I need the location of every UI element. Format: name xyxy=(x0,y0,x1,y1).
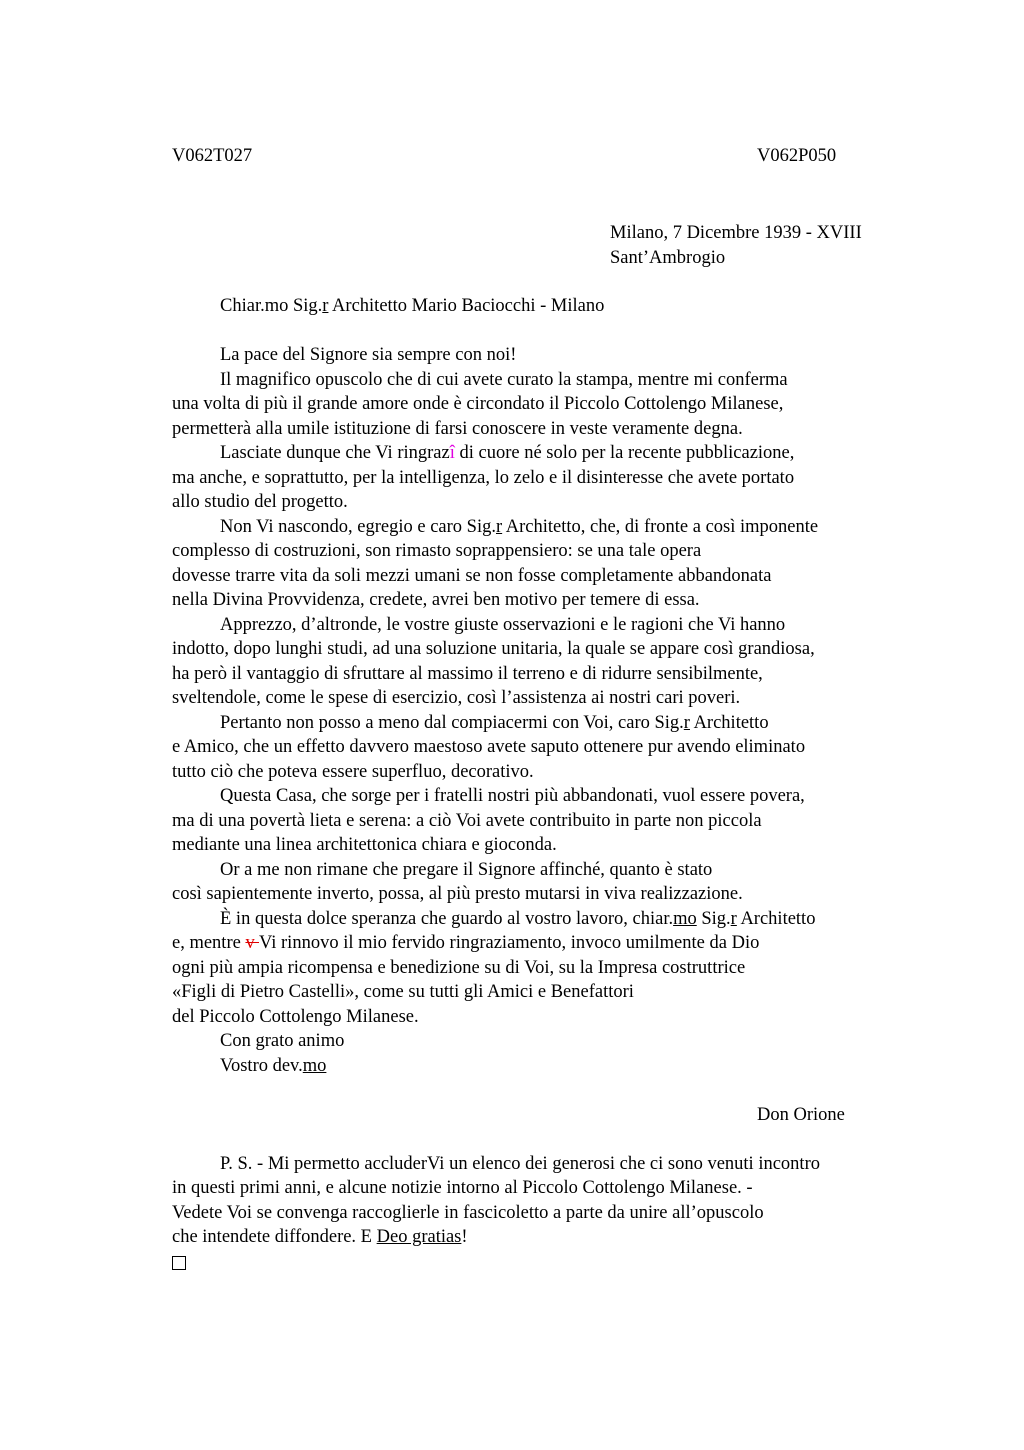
postscript: P. S. - Mi permetto accluderVi un elenco dei generosi che ci sono venuti incontro in questi primi anni, e alcune notizie intorno al Piccolo Cottolengo Milanese. - Vedete Voi se convenga raccoglierle in fascicoletto a parte da unire all’opuscolo che intendete diffondere. E Deo gratias! xyxy=(172,1153,820,1247)
end-box-icon xyxy=(172,1256,186,1270)
address-line: Chiar.mo Sig.r Architetto Mario Baciocchi - Milano xyxy=(220,296,605,316)
paragraph-7: Or a me non rimane che pregare il Signore affinché, quanto è stato così sapientemente inverto, possa, al più presto mutarsi in viva realizzazione. xyxy=(172,859,743,904)
document-code-left: V062T027 xyxy=(172,146,253,166)
place-date: Milano, 7 Dicembre 1939 - XVIII xyxy=(610,223,862,243)
paragraph-4: Apprezzo, d’altronde, le vostre giuste osservazioni e le ragioni che Vi hanno indotto, dopo lunghi studi, ad una soluzione unitaria, la quale se appare così grandiosa, ha però il vantaggio di sfruttare al massimo il terreno e di ridurre sensibilmente, sveltendole, come le spese di esercizio, così l’assistenza ai nostri cari poveri. xyxy=(172,614,815,708)
paragraph-5: Pertanto non posso a meno dal compiacermi con Voi, caro Sig.r Architetto e Amico, che un effetto davvero maestoso avete saputo ottenere pur avendo eliminato tutto ciò che poteva essere superfluo, decorativo. xyxy=(172,712,806,782)
dateline xyxy=(610,221,862,270)
paragraph-3: Non Vi nascondo, egregio e caro Sig.r Architetto, che, di fronte a così imponente complesso di costruzioni, son rimasto soprappensiero: se una tale opera dovesse trarre vita da soli mezzi umani se non fosse completamente abbandonata nella Divina Provvidenza, credete, avrei ben motivo per temere di essa. xyxy=(172,516,819,610)
closing: Con grato animo Vostro dev.mo xyxy=(220,1031,345,1076)
paragraph-6: Questa Casa, che sorge per i fratelli nostri più abbandonati, vuol essere povera, ma di una povertà lieta e serena: a ciò Voi avete contribuito in parte non piccola mediante una linea architettonica chiara e gioconda. xyxy=(172,786,805,855)
paragraph-1: Il magnifico opuscolo che di cui avete curato la stampa, mentre mi conferma una volta di più il grande amore onde è circondato il Piccolo Cottolengo Milanese, permetterà alla umile istituzione di farsi conoscere in veste veramente degna. xyxy=(172,369,788,439)
greeting: La pace del Signore sia sempre con noi! xyxy=(220,345,517,365)
struck-text: v xyxy=(245,933,259,953)
paragraph-2: Lasciate dunque che Vi ringrazî di cuore né solo per la recente pubblicazione, ma anche, e soprattutto, per la intelligenza, lo zelo e il disinteresse che avete portato allo studio del progetto. xyxy=(172,443,795,512)
signature: Don Orione xyxy=(757,1104,845,1125)
paragraph-8: È in questa dolce speranza che guardo al vostro lavoro, chiar.mo Sig.r Architetto e, mentre v Vi rinnovo il mio fervido ringraziamento, invoco umilmente da Dio ogni più ampia ricompensa e benedizione su di Voi, su la Impresa costruttrice «Figli di Pietro Castelli», come su tutti gli Amici e Benefattori del Piccolo Cottolengo Milanese. xyxy=(172,908,816,1027)
correction-mark: î xyxy=(449,443,455,463)
document-code-right: V062P050 xyxy=(757,146,837,166)
letter-body xyxy=(172,294,932,1277)
feast-day: Sant’Ambrogio xyxy=(610,247,726,268)
